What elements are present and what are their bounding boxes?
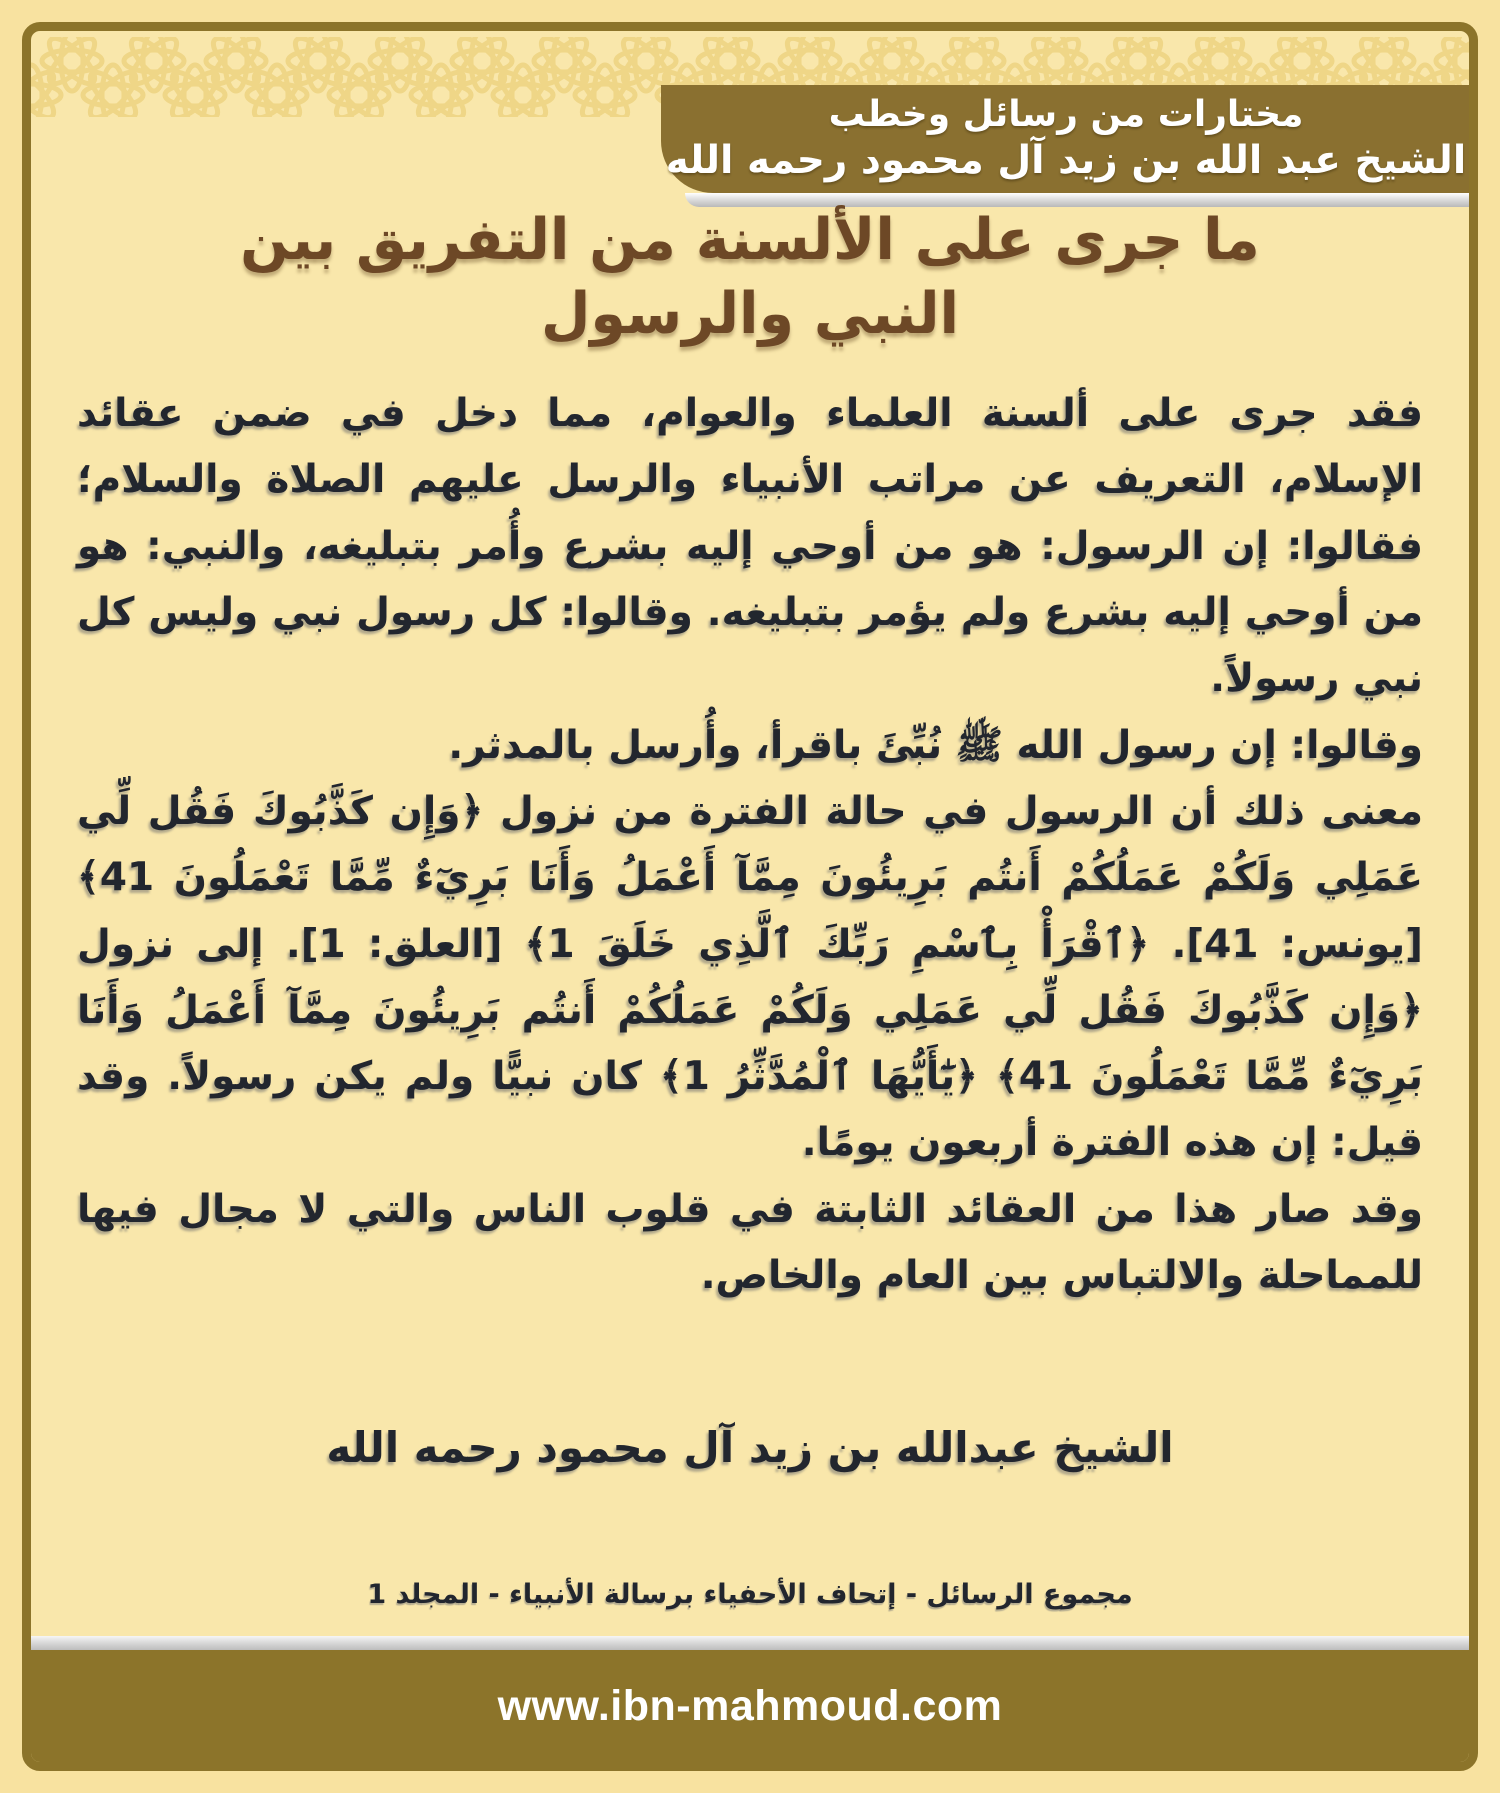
page-title: ما جرى على الألسنة من التفريق بين النبي والرسول bbox=[240, 207, 1260, 348]
body-paragraph-1: فقد جرى على ألسنة العلماء والعوام، مما دخل في ضمن عقائد الإسلام، التعريف عن مراتب الأنبياء والرسل عليهم الصلاة والسلام؛ فقالوا: إن الرسول: هو من أوحي إليه بشرع وأُمر بتبليغه، والنبي: هو من أوحي إليه بشرع ولم يؤمر بتبليغه. وقالوا: كل رسول نبي وليس كل نبي رسولاً. bbox=[77, 391, 1423, 702]
body-paragraph-3: معنى ذلك أن الرسول في حالة الفترة من نزول ﴿وَإِن كَذَّبُوكَ فَقُل لِّي عَمَلِي وَلَكُمْ عَمَلُكُمْ أَنتُم بَرِيئُونَ مِمَّآ أَعْمَلُ وَأَنَا بَرِيٓءٌ مِّمَّا تَعْمَلُونَ 41﴾ [يونس: 41]. ﴿ٱقْرَأْ بِٱسْمِ رَبِّكَ ٱلَّذِي خَلَقَ 1﴾ [العلق: 1]. إلى نزول ﴿وَإِن كَذَّبُوكَ فَقُل لِّي عَمَلِي وَلَكُمْ عَمَلُكُمْ أَنتُم بَرِيئُونَ مِمَّآ أَعْمَلُ وَأَنَا بَرِيٓءٌ مِّمَّا تَعْمَلُونَ 41﴾ ﴿يَٰٓأَيُّهَا ٱلْمُدَّثِّرُ 1﴾ كان نبيًّا ولم يكن رسولاً. وقد قيل: إن هذه الفترة أربعون يومًا. bbox=[77, 788, 1424, 1166]
author-signature: الشيخ عبدالله بن زيد آل محمود رحمه الله bbox=[326, 1423, 1174, 1472]
banner-line2: الشيخ عبد الله بن زيد آل محمود رحمه الله bbox=[665, 138, 1467, 184]
footer-bar bbox=[31, 1650, 1469, 1762]
body-paragraph-2: وقالوا: إن رسول الله ﷺ نُبِّئَ باقرأ، وأُرسل بالمدثر. bbox=[448, 722, 1423, 768]
banner-line1: مختارات من رسائل وخطب bbox=[828, 94, 1304, 136]
body-text bbox=[77, 381, 1423, 1309]
content-frame bbox=[22, 22, 1478, 1771]
source-citation: مجموع الرسائل - إتحاف الأحفياء برسالة الأنبياء - المجلد 1 bbox=[367, 1579, 1133, 1610]
website-url: www.ibn-mahmoud.com bbox=[497, 1681, 1003, 1730]
header-banner bbox=[661, 85, 1471, 193]
main-content bbox=[31, 203, 1469, 1309]
body-paragraph-4: وقد صار هذا من العقائد الثابتة في قلوب الناس والتي لا مجال فيها للمماحلة والالتباس بين العام والخاص. bbox=[77, 1186, 1423, 1299]
footer-silver-ribbon bbox=[31, 1636, 1469, 1650]
